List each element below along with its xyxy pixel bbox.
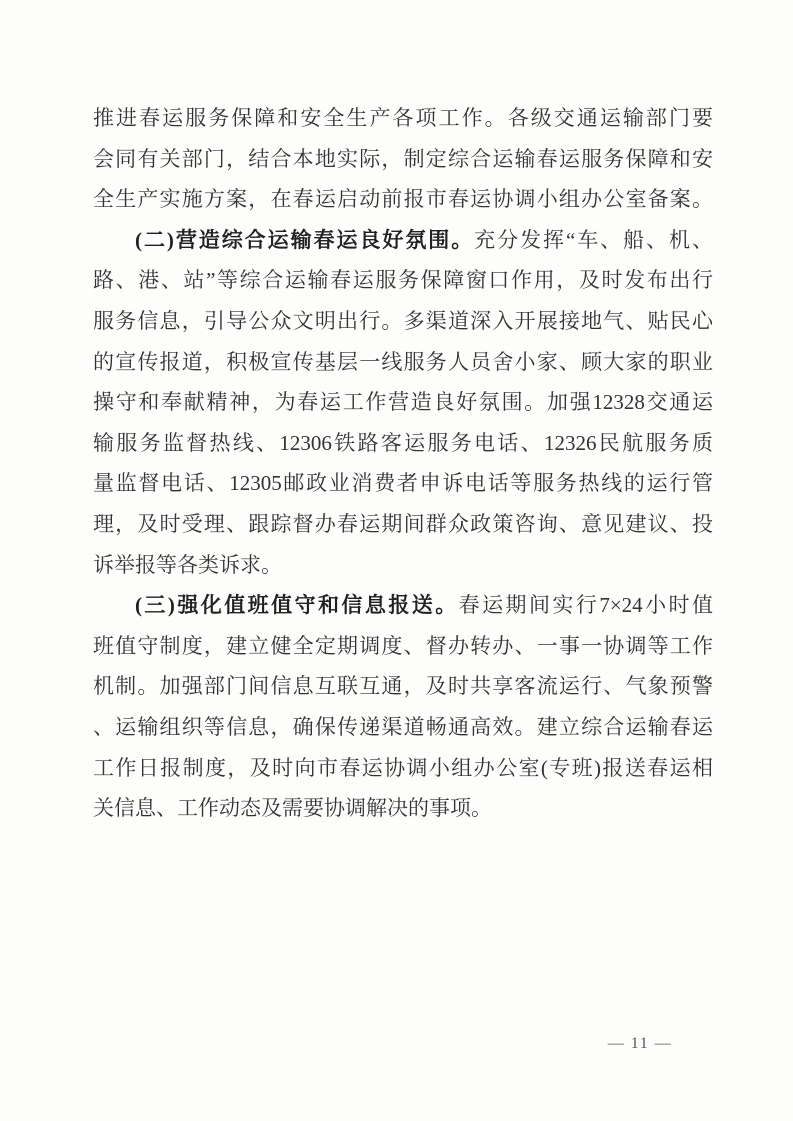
body-text: 春运期间实行7×24小时值 [458, 593, 713, 618]
body-text: 推进春运服务保障和安全生产各项工作。各级交通运输部门要 [93, 106, 713, 130]
text-line [93, 707, 713, 748]
page-number: — 11 — [607, 1035, 673, 1052]
body-text: 机制。加强部门间信息互联互通，及时共享客流运行、气象预警 [93, 674, 713, 699]
body-text: 量监督电话、12305邮政业消费者申诉电话等服务热线的运行管 [93, 471, 713, 496]
text-line [93, 423, 713, 464]
body-text: 全生产实施方案，在春运启动前报市春运协调小组办公室备案。 [93, 187, 713, 212]
body-text: 、运输组织等信息，确保传递渠道畅通高效。建立综合运输春运 [93, 714, 713, 739]
text-line [93, 260, 713, 301]
body-text: 会同有关部门，结合本地实际，制定综合运输春运服务保障和安 [93, 146, 713, 171]
text-line [93, 748, 713, 789]
body-text: 班值守制度，建立健全定期调度、督办转办、一事一协调等工作 [93, 633, 713, 658]
section-heading: (二)营造综合运输春运良好氛围。 [135, 227, 475, 252]
text-line [93, 626, 713, 667]
text-line [93, 301, 713, 342]
text-line [93, 220, 713, 261]
text-line [93, 179, 713, 220]
text-line [93, 98, 713, 139]
body-text: 的宣传报道，积极宣传基层一线服务人员舍小家、顾大家的职业 [93, 349, 713, 374]
body-text: 充分发挥“车、船、机、 [474, 227, 713, 252]
body-text: 路、港、站”等综合运输春运服务保障窗口作用，及时发布出行 [93, 268, 713, 293]
body-text: 输服务监督热线、12306铁路客运服务电话、12326民航服务质 [93, 430, 713, 455]
text-line [93, 788, 713, 829]
text-line [93, 382, 713, 423]
text-line [93, 139, 713, 180]
body-text: 服务信息，引导公众文明出行。多渠道深入开展接地气、贴民心 [93, 308, 713, 333]
body-text: 操守和奉献精神，为春运工作营造良好氛围。加强12328交通运 [93, 390, 713, 415]
text-line [93, 504, 713, 545]
text-line [93, 463, 713, 504]
body-text: 诉举报等各类诉求。 [93, 552, 282, 577]
text-line [93, 342, 713, 383]
text-line [93, 666, 713, 707]
document-body [93, 98, 713, 829]
body-text: 关信息、工作动态及需要协调解决的事项。 [93, 796, 492, 821]
body-text: 工作日报制度，及时向市春运协调小组办公室(专班)报送春运相 [93, 755, 713, 780]
section-heading: (三)强化值班值守和信息报送。 [135, 593, 459, 618]
text-line [93, 585, 713, 626]
body-text: 理，及时受理、跟踪督办春运期间群众政策咨询、意见建议、投 [93, 511, 713, 536]
text-line [93, 545, 713, 586]
